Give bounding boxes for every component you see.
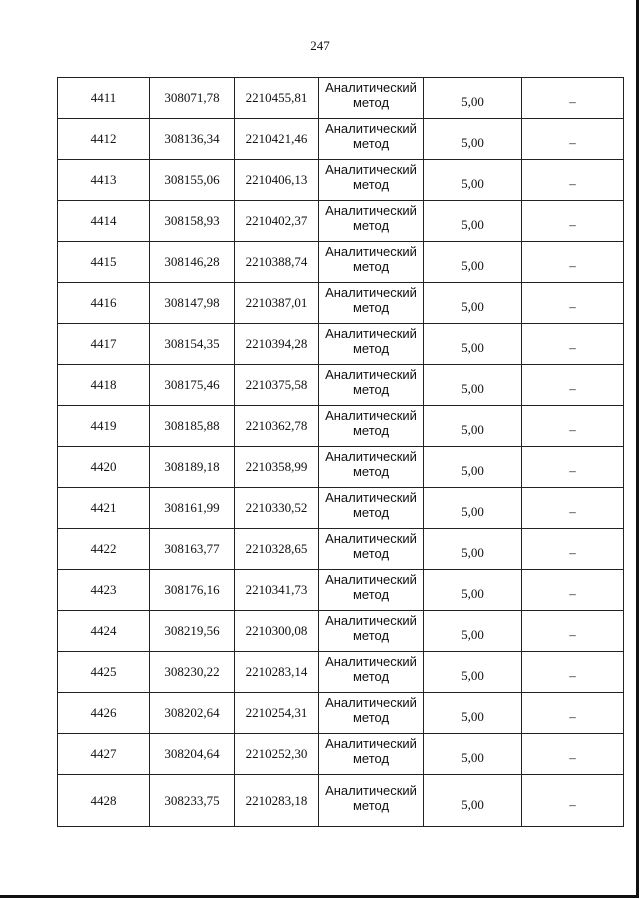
dash-cell <box>522 406 624 447</box>
method-text <box>325 408 417 438</box>
x-coordinate-cell: 308202,64 <box>150 693 235 734</box>
point-number-cell: 4427 <box>58 734 150 775</box>
y-coordinate-cell: 2210421,46 <box>235 119 319 160</box>
dash-cell <box>522 652 624 693</box>
x-coordinate-cell: 308155,06 <box>150 160 235 201</box>
dash-cell <box>522 447 624 488</box>
dash-value: – <box>569 463 576 478</box>
precision-value: 5,00 <box>461 176 484 191</box>
precision-cell <box>424 242 522 283</box>
dash-value: – <box>569 545 576 560</box>
precision-value: 5,00 <box>461 545 484 560</box>
precision-value: 5,00 <box>461 258 484 273</box>
precision-cell <box>424 775 522 827</box>
dash-value: – <box>569 217 576 232</box>
method-text <box>325 121 417 151</box>
y-coordinate-cell: 2210375,58 <box>235 365 319 406</box>
dash-value: – <box>569 668 576 683</box>
method-cell <box>319 693 424 734</box>
dash-cell <box>522 283 624 324</box>
method-text <box>325 449 417 479</box>
method-cell <box>319 283 424 324</box>
dash-value: – <box>569 135 576 150</box>
dash-cell <box>522 160 624 201</box>
precision-value: 5,00 <box>461 381 484 396</box>
precision-cell <box>424 119 522 160</box>
dash-cell <box>522 734 624 775</box>
x-coordinate-cell: 308163,77 <box>150 529 235 570</box>
method-line-2: метод <box>352 136 390 151</box>
precision-cell <box>424 488 522 529</box>
dash-value: – <box>569 750 576 765</box>
y-coordinate-cell: 2210358,99 <box>235 447 319 488</box>
method-line-2: метод <box>352 710 390 725</box>
method-line-2: метод <box>352 797 390 813</box>
method-cell <box>319 652 424 693</box>
precision-value: 5,00 <box>461 135 484 150</box>
dash-cell <box>522 611 624 652</box>
method-text <box>325 490 417 520</box>
precision-value: 5,00 <box>461 750 484 765</box>
table-row <box>58 488 624 529</box>
y-coordinate-cell: 2210330,52 <box>235 488 319 529</box>
precision-value: 5,00 <box>461 796 484 812</box>
method-line-2: метод <box>352 300 390 315</box>
y-coordinate-cell: 2210394,28 <box>235 324 319 365</box>
dash-value: – <box>569 709 576 724</box>
method-cell <box>319 242 424 283</box>
method-line-2: метод <box>352 177 390 192</box>
dash-value: – <box>569 176 576 191</box>
point-number-cell: 4413 <box>58 160 150 201</box>
method-line-2: метод <box>352 628 390 643</box>
precision-value: 5,00 <box>461 422 484 437</box>
method-line-1: Аналитический <box>325 80 417 95</box>
x-coordinate-cell: 308154,35 <box>150 324 235 365</box>
method-line-1: Аналитический <box>325 244 417 259</box>
precision-cell <box>424 78 522 119</box>
x-coordinate-cell: 308147,98 <box>150 283 235 324</box>
method-text <box>325 326 417 356</box>
precision-value: 5,00 <box>461 709 484 724</box>
precision-cell <box>424 734 522 775</box>
y-coordinate-cell: 2210455,81 <box>235 78 319 119</box>
method-line-1: Аналитический <box>325 531 417 546</box>
dash-value: – <box>569 796 576 812</box>
precision-cell <box>424 529 522 570</box>
table-row <box>58 652 624 693</box>
method-line-1: Аналитический <box>325 695 417 710</box>
dash-cell <box>522 242 624 283</box>
method-text <box>325 531 417 561</box>
method-line-2: метод <box>352 464 390 479</box>
y-coordinate-cell: 2210283,14 <box>235 652 319 693</box>
precision-cell <box>424 160 522 201</box>
dash-cell <box>522 201 624 242</box>
method-cell <box>319 570 424 611</box>
method-line-1: Аналитический <box>325 203 417 218</box>
point-number-cell: 4417 <box>58 324 150 365</box>
table-row <box>58 283 624 324</box>
y-coordinate-cell: 2210341,73 <box>235 570 319 611</box>
precision-value: 5,00 <box>461 586 484 601</box>
table-row <box>58 242 624 283</box>
y-coordinate-cell: 2210252,30 <box>235 734 319 775</box>
table-row <box>58 119 624 160</box>
dash-cell <box>522 78 624 119</box>
page-number: 247 <box>310 38 330 53</box>
method-text <box>325 654 417 684</box>
method-cell <box>319 406 424 447</box>
precision-cell <box>424 611 522 652</box>
method-line-1: Аналитический <box>325 367 417 382</box>
precision-value: 5,00 <box>461 668 484 683</box>
x-coordinate-cell: 308161,99 <box>150 488 235 529</box>
table-row <box>58 447 624 488</box>
method-line-2: метод <box>352 751 390 766</box>
method-cell <box>319 447 424 488</box>
table-row <box>58 734 624 775</box>
x-coordinate-cell: 308175,46 <box>150 365 235 406</box>
method-cell <box>319 365 424 406</box>
precision-value: 5,00 <box>461 463 484 478</box>
x-coordinate-cell: 308136,34 <box>150 119 235 160</box>
method-line-1: Аналитический <box>325 408 417 423</box>
precision-cell <box>424 201 522 242</box>
point-number-cell: 4423 <box>58 570 150 611</box>
y-coordinate-cell: 2210388,74 <box>235 242 319 283</box>
dash-cell <box>522 119 624 160</box>
dash-cell <box>522 775 624 827</box>
method-line-1: Аналитический <box>325 285 417 300</box>
dash-value: – <box>569 422 576 437</box>
method-cell <box>319 201 424 242</box>
method-text <box>325 695 417 725</box>
method-text <box>325 203 417 233</box>
y-coordinate-cell: 2210402,37 <box>235 201 319 242</box>
method-text <box>325 285 417 315</box>
dash-value: – <box>569 340 576 355</box>
y-coordinate-cell: 2210254,31 <box>235 693 319 734</box>
table-row <box>58 611 624 652</box>
method-line-1: Аналитический <box>325 121 417 136</box>
x-coordinate-cell: 308158,93 <box>150 201 235 242</box>
table-row <box>58 324 624 365</box>
method-cell <box>319 775 424 827</box>
method-line-1: Аналитический <box>325 162 417 177</box>
precision-value: 5,00 <box>461 94 484 109</box>
precision-cell <box>424 283 522 324</box>
method-line-2: метод <box>352 259 390 274</box>
precision-value: 5,00 <box>461 299 484 314</box>
precision-value: 5,00 <box>461 627 484 642</box>
coordinates-table-body <box>58 78 624 827</box>
method-cell <box>319 611 424 652</box>
point-number-cell: 4416 <box>58 283 150 324</box>
point-number-cell: 4424 <box>58 611 150 652</box>
dash-cell <box>522 365 624 406</box>
method-text <box>325 244 417 274</box>
method-text <box>325 80 417 110</box>
method-text <box>325 783 417 813</box>
method-line-2: метод <box>352 218 390 233</box>
method-cell <box>319 160 424 201</box>
method-cell <box>319 119 424 160</box>
point-number-cell: 4415 <box>58 242 150 283</box>
precision-cell <box>424 447 522 488</box>
table-row <box>58 529 624 570</box>
method-line-2: метод <box>352 505 390 520</box>
point-number-cell: 4419 <box>58 406 150 447</box>
x-coordinate-cell: 308230,22 <box>150 652 235 693</box>
method-line-1: Аналитический <box>325 449 417 464</box>
x-coordinate-cell: 308204,64 <box>150 734 235 775</box>
dash-cell <box>522 488 624 529</box>
method-line-1: Аналитический <box>325 736 417 751</box>
method-text <box>325 572 417 602</box>
dash-cell <box>522 570 624 611</box>
method-line-2: метод <box>352 382 390 397</box>
method-line-2: метод <box>352 587 390 602</box>
point-number-cell: 4414 <box>58 201 150 242</box>
x-coordinate-cell: 308146,28 <box>150 242 235 283</box>
point-number-cell: 4426 <box>58 693 150 734</box>
method-cell <box>319 529 424 570</box>
precision-value: 5,00 <box>461 504 484 519</box>
method-line-1: Аналитический <box>325 572 417 587</box>
method-cell <box>319 78 424 119</box>
point-number-cell: 4425 <box>58 652 150 693</box>
method-line-1: Аналитический <box>325 490 417 505</box>
method-cell <box>319 488 424 529</box>
point-number-cell: 4418 <box>58 365 150 406</box>
method-line-1: Аналитический <box>325 613 417 628</box>
method-cell <box>319 324 424 365</box>
y-coordinate-cell: 2210362,78 <box>235 406 319 447</box>
method-text <box>325 162 417 192</box>
dash-value: – <box>569 258 576 273</box>
method-line-1: Аналитический <box>325 326 417 341</box>
table-row <box>58 160 624 201</box>
dash-cell <box>522 693 624 734</box>
y-coordinate-cell: 2210328,65 <box>235 529 319 570</box>
x-coordinate-cell: 308189,18 <box>150 447 235 488</box>
dash-value: – <box>569 94 576 109</box>
point-number-cell: 4428 <box>58 775 150 827</box>
y-coordinate-cell: 2210387,01 <box>235 283 319 324</box>
dash-value: – <box>569 381 576 396</box>
table-row <box>58 201 624 242</box>
x-coordinate-cell: 308185,88 <box>150 406 235 447</box>
table-row <box>58 570 624 611</box>
table-row <box>58 78 624 119</box>
y-coordinate-cell: 2210300,08 <box>235 611 319 652</box>
dash-value: – <box>569 586 576 601</box>
y-coordinate-cell: 2210283,18 <box>235 775 319 827</box>
table-row <box>58 775 624 827</box>
method-line-1: Аналитический <box>325 654 417 669</box>
x-coordinate-cell: 308071,78 <box>150 78 235 119</box>
y-coordinate-cell: 2210406,13 <box>235 160 319 201</box>
table-row <box>58 406 624 447</box>
precision-cell <box>424 652 522 693</box>
precision-value: 5,00 <box>461 217 484 232</box>
method-line-2: метод <box>352 423 390 438</box>
precision-cell <box>424 365 522 406</box>
x-coordinate-cell: 308219,56 <box>150 611 235 652</box>
table-row <box>58 693 624 734</box>
coordinates-table <box>57 77 624 827</box>
x-coordinate-cell: 308233,75 <box>150 775 235 827</box>
precision-value: 5,00 <box>461 340 484 355</box>
precision-cell <box>424 324 522 365</box>
method-line-2: метод <box>352 669 390 684</box>
precision-cell <box>424 406 522 447</box>
method-cell <box>319 734 424 775</box>
dash-value: – <box>569 299 576 314</box>
dash-cell <box>522 324 624 365</box>
precision-cell <box>424 570 522 611</box>
x-coordinate-cell: 308176,16 <box>150 570 235 611</box>
point-number-cell: 4422 <box>58 529 150 570</box>
dash-value: – <box>569 627 576 642</box>
point-number-cell: 4420 <box>58 447 150 488</box>
point-number-cell: 4412 <box>58 119 150 160</box>
precision-cell <box>424 693 522 734</box>
method-text <box>325 613 417 643</box>
method-text <box>325 736 417 766</box>
dash-cell <box>522 529 624 570</box>
dash-value: – <box>569 504 576 519</box>
method-line-2: метод <box>352 341 390 356</box>
table-row <box>58 365 624 406</box>
method-line-1: Аналитический <box>325 782 417 798</box>
point-number-cell: 4421 <box>58 488 150 529</box>
method-text <box>325 367 417 397</box>
point-number-cell: 4411 <box>58 78 150 119</box>
method-line-2: метод <box>352 95 390 110</box>
method-line-2: метод <box>352 546 390 561</box>
